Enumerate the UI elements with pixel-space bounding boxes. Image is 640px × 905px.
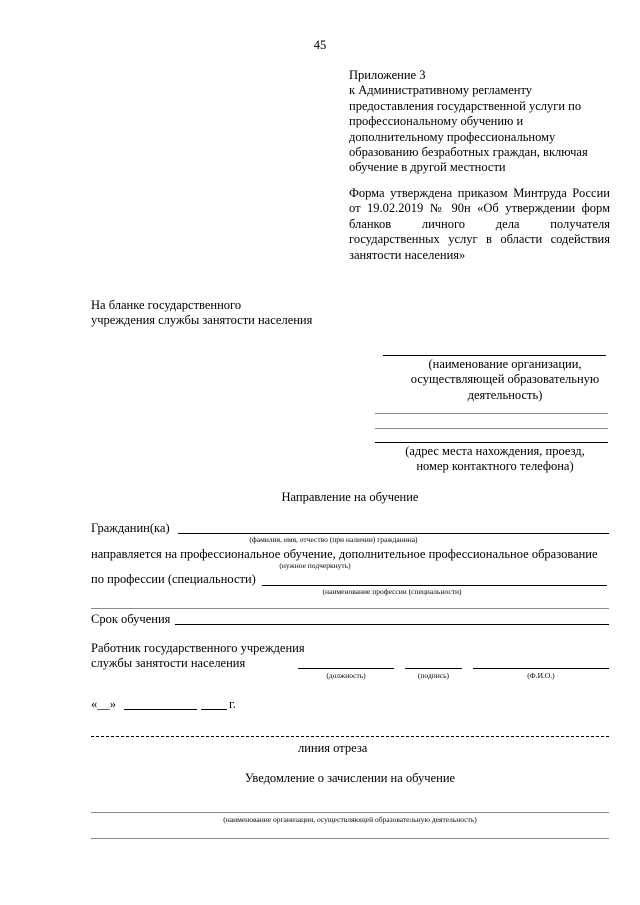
appendix-line: образованию безработных граждан, включая xyxy=(349,145,588,160)
fullname-caption: (Ф.И.О.) xyxy=(527,671,555,680)
citizen-name-field[interactable] xyxy=(178,533,609,534)
citizen-label: Гражданин(ка) xyxy=(91,521,170,535)
employee-line: Работник государственного учреждения xyxy=(91,641,305,655)
address-line-2 xyxy=(375,428,608,429)
notice-extra-line[interactable] xyxy=(91,838,609,839)
appendix-line: предоставления государственной услуги по xyxy=(349,98,582,113)
letterhead-note xyxy=(91,298,391,329)
profession-label: по профессии (специальности) xyxy=(91,572,256,586)
date-day: «__» xyxy=(91,697,116,711)
signature-field[interactable] xyxy=(405,668,462,669)
org-caption-line: осуществляющей образовательную xyxy=(410,372,600,387)
org-caption-line: (наименование организации, xyxy=(428,357,582,371)
approval-line: занятости населения» xyxy=(349,247,466,262)
profession-extra-line[interactable] xyxy=(91,608,609,609)
approval-line: Форма утверждена приказом Минтруда России xyxy=(349,186,610,200)
directed-text: направляется на профессиональное обучение, дополнительное профессиональное образование xyxy=(91,547,598,561)
date-year-field[interactable] xyxy=(201,709,227,710)
signature-caption: (подпись) xyxy=(417,671,450,680)
notice-org-caption: (наименование организации, осуществляющей образовательную деятельность) xyxy=(223,815,477,824)
approval-block xyxy=(349,186,610,263)
address-line-1 xyxy=(375,413,608,414)
address-caption-line: номер контактного телефона) xyxy=(416,459,574,474)
address-line-3 xyxy=(375,442,608,443)
profession-field[interactable] xyxy=(262,585,607,586)
employee-label xyxy=(91,641,305,672)
org-name-line xyxy=(383,355,606,356)
approval-line: от 19.02.2019 № 90н «Об утверждении форм xyxy=(349,201,610,216)
direction-title: Направление на обучение xyxy=(281,490,419,504)
employee-line: службы занятости населения xyxy=(91,656,246,671)
underline-caption: (нужное подчеркнуть) xyxy=(279,561,351,570)
term-label: Срок обучения xyxy=(91,612,171,626)
letterhead-line: На бланке государственного xyxy=(91,298,242,312)
fullname-field[interactable] xyxy=(473,668,609,669)
address-caption xyxy=(375,444,615,475)
appendix-line: Приложение 3 xyxy=(349,68,426,82)
org-caption-line: деятельность) xyxy=(467,387,543,402)
appendix-line: профессиональному обучению и xyxy=(349,114,524,129)
date-suffix: г. xyxy=(229,697,236,711)
appendix-line: дополнительному профессиональному xyxy=(349,129,556,144)
approval-line: бланков личного дела получателя xyxy=(349,216,610,231)
approval-line: государственных услуг в области содействия xyxy=(349,232,610,247)
citizen-caption: (фамилия, имя, отчество (при наличии) гражданина) xyxy=(249,535,418,544)
position-caption: (должность) xyxy=(326,671,366,680)
term-field[interactable] xyxy=(175,624,609,625)
page-number: 45 xyxy=(313,38,327,52)
profession-caption: (наименование профессии (специальности) xyxy=(322,587,462,596)
cut-line-label: линия отреза xyxy=(298,741,368,755)
appendix-line: к Административному регламенту xyxy=(349,83,533,98)
cut-line xyxy=(91,736,609,737)
letterhead-line: учреждения службы занятости населения xyxy=(91,313,313,328)
date-month-field[interactable] xyxy=(124,709,197,710)
notice-title: Уведомление о зачислении на обучение xyxy=(244,771,456,785)
notice-org-field[interactable] xyxy=(91,812,609,813)
appendix-block xyxy=(349,68,619,176)
org-caption xyxy=(385,357,625,403)
position-field[interactable] xyxy=(298,668,394,669)
address-caption-line: (адрес места нахождения, проезд, xyxy=(405,444,585,458)
appendix-line: обучение в другой местности xyxy=(349,160,506,175)
